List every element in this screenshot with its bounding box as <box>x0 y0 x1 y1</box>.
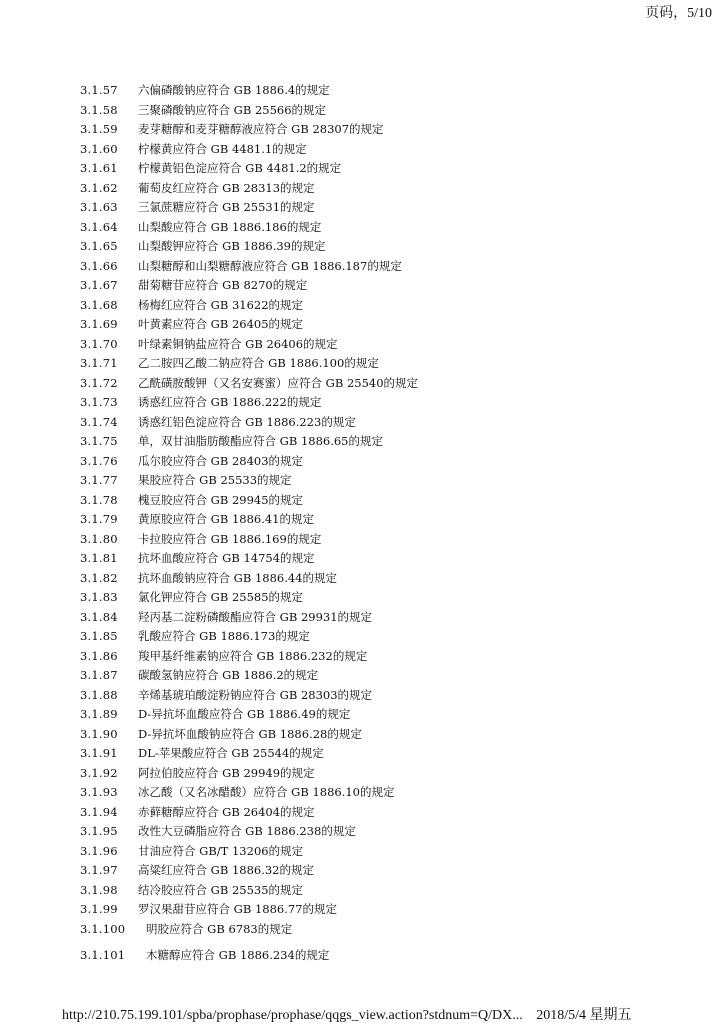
clause-number: 3.1.88 <box>80 687 118 702</box>
clause-text: 山梨酸钾应符合 GB 1886.39的规定 <box>138 239 326 253</box>
clause-row <box>80 276 418 296</box>
clause-row <box>80 510 418 530</box>
clause-text: 三氯蔗糖应符合 GB 25531的规定 <box>138 200 315 214</box>
clause-text: 麦芽糖醇和麦芽糖醇液应符合 GB 28307的规定 <box>138 122 384 136</box>
clause-number: 3.1.75 <box>80 434 118 448</box>
clause-number: 3.1.78 <box>80 492 118 507</box>
clause-row <box>80 413 418 433</box>
clause-row <box>80 237 418 257</box>
clause-row <box>80 101 418 121</box>
clause-number: 3.1.80 <box>80 531 118 546</box>
clause-text: 罗汉果甜苷应符合 GB 1886.77的规定 <box>138 902 338 916</box>
clause-row <box>80 374 418 394</box>
clause-number: 3.1.69 <box>80 317 118 331</box>
clause-row <box>80 764 418 784</box>
clause-row <box>80 666 418 686</box>
clause-row <box>80 627 418 647</box>
clause-text: 山梨糖醇和山梨糖醇液应符合 GB 1886.187的规定 <box>138 258 402 273</box>
clause-number: 3.1.68 <box>80 297 118 312</box>
clause-row <box>80 588 418 608</box>
clause-number: 3.1.81 <box>80 551 118 565</box>
clause-text: 羧甲基纤维素钠应符合 GB 1886.232的规定 <box>138 648 368 663</box>
clause-row <box>80 920 418 940</box>
clause-text: 冰乙酸（又名冰醋酸）应符合 GB 1886.10的规定 <box>138 785 395 799</box>
clause-number: 3.1.62 <box>80 180 118 195</box>
clause-text: 槐豆胶应符合 GB 29945的规定 <box>138 492 304 507</box>
clause-text: 甜菊糖苷应符合 GB 8270的规定 <box>138 278 308 292</box>
clause-number: 3.1.100 <box>80 921 126 936</box>
clause-row <box>80 335 418 355</box>
clause-number: 3.1.83 <box>80 590 118 604</box>
clause-number: 3.1.86 <box>80 648 118 663</box>
clause-text: 叶绿素铜钠盐应符合 GB 26406的规定 <box>138 336 338 351</box>
clause-row <box>80 647 418 667</box>
clause-number: 3.1.99 <box>80 902 118 916</box>
clause-text: 碳酸氢钠应符合 GB 1886.2的规定 <box>138 668 319 682</box>
clause-number: 3.1.59 <box>80 122 118 136</box>
clause-text: 果胶应符合 GB 25533的规定 <box>138 473 292 487</box>
clause-text: 柠檬黄铝色淀应符合 GB 4481.2的规定 <box>138 161 342 175</box>
footer-datetime: 2018/5/4 星期五 <box>536 1008 632 1023</box>
clause-number: 3.1.97 <box>80 863 118 877</box>
clause-number: 3.1.67 <box>80 278 118 292</box>
clause-text: 乳酸应符合 GB 1886.173的规定 <box>138 629 310 643</box>
clause-number: 3.1.93 <box>80 785 118 799</box>
clause-row <box>80 686 418 706</box>
clause-row <box>80 120 418 140</box>
clause-row <box>80 725 418 745</box>
clause-text: D-异抗坏血酸钠应符合 GB 1886.28的规定 <box>138 726 362 741</box>
clause-text: 改性大豆磷脂应符合 GB 1886.238的规定 <box>138 824 356 838</box>
clause-text: DL-苹果酸应符合 GB 25544的规定 <box>138 746 324 760</box>
clause-number: 3.1.98 <box>80 882 118 897</box>
footer-url: http://210.75.199.101/spba/prophase/prophase/qqgs_view.action?stdnum=Q/DX... <box>62 1008 523 1023</box>
clause-text: D-异抗坏血酸应符合 GB 1886.49的规定 <box>138 707 351 721</box>
clause-row <box>80 354 418 374</box>
clause-number: 3.1.92 <box>80 765 118 780</box>
clause-row <box>80 530 418 550</box>
clause-row <box>80 432 418 452</box>
clause-number: 3.1.63 <box>80 200 118 214</box>
clause-number: 3.1.65 <box>80 239 118 253</box>
clause-text: 诱惑红应符合 GB 1886.222的规定 <box>138 395 322 409</box>
clause-text: 辛烯基琥珀酸淀粉钠应符合 GB 28303的规定 <box>138 687 373 702</box>
clause-text: 木糖醇应符合 GB 1886.234的规定 <box>146 948 330 962</box>
clause-text: 杨梅红应符合 GB 31622的规定 <box>138 297 304 312</box>
clause-number: 3.1.82 <box>80 570 118 585</box>
clause-number: 3.1.90 <box>80 726 118 741</box>
clause-row <box>80 315 418 335</box>
clause-row <box>80 471 418 491</box>
clause-text: 乙二胺四乙酸二钠应符合 GB 1886.100的规定 <box>138 356 379 370</box>
clause-row <box>80 900 418 920</box>
clause-row <box>80 822 418 842</box>
clause-number: 3.1.89 <box>80 707 118 721</box>
clause-text: 抗坏血酸钠应符合 GB 1886.44的规定 <box>138 570 338 585</box>
clause-row <box>80 549 418 569</box>
page-number: 页码，5/10 <box>645 6 712 21</box>
clause-text: 卡拉胶应符合 GB 1886.169的规定 <box>138 531 322 546</box>
clause-row <box>80 842 418 862</box>
clause-number: 3.1.71 <box>80 356 118 370</box>
clause-text: 乙酰磺胺酸钾（又名安赛蜜）应符合 GB 25540的规定 <box>138 375 419 390</box>
clause-number: 3.1.84 <box>80 609 118 624</box>
clause-number: 3.1.70 <box>80 336 118 351</box>
clause-number: 3.1.91 <box>80 746 118 760</box>
clause-text: 明胶应符合 GB 6783的规定 <box>146 921 293 936</box>
clause-number: 3.1.72 <box>80 375 118 390</box>
clause-number: 3.1.101 <box>80 948 126 962</box>
clause-text: 葡萄皮红应符合 GB 28313的规定 <box>138 180 315 195</box>
clause-row <box>80 861 418 881</box>
clause-number: 3.1.60 <box>80 141 118 156</box>
clause-text: 诱惑红铝色淀应符合 GB 1886.223的规定 <box>138 414 356 429</box>
clause-row <box>80 608 418 628</box>
clause-row <box>80 881 418 901</box>
clause-text: 叶黄素应符合 GB 26405的规定 <box>138 317 304 331</box>
clause-number: 3.1.94 <box>80 804 118 819</box>
clause-text: 高粱红应符合 GB 1886.32的规定 <box>138 863 315 877</box>
clause-number: 3.1.57 <box>80 83 118 97</box>
clause-row <box>80 257 418 277</box>
clause-row <box>80 744 418 764</box>
clause-row <box>80 491 418 511</box>
clause-number: 3.1.64 <box>80 219 118 234</box>
clause-list <box>80 81 418 939</box>
clause-number: 3.1.66 <box>80 258 118 273</box>
clause-row <box>80 296 418 316</box>
clause-text: 柠檬黄应符合 GB 4481.1的规定 <box>138 141 307 156</box>
clause-text: 山梨酸应符合 GB 1886.186的规定 <box>138 219 322 234</box>
clause-text: 甘油应符合 GB/T 13206的规定 <box>138 843 304 858</box>
clause-number: 3.1.58 <box>80 102 118 117</box>
clause-row <box>80 159 418 179</box>
clause-row-partial <box>80 946 330 962</box>
clause-row <box>80 705 418 725</box>
clause-row <box>80 569 418 589</box>
clause-number: 3.1.77 <box>80 473 118 487</box>
clause-text: 六偏磷酸钠应符合 GB 1886.4的规定 <box>138 83 330 97</box>
clause-row <box>80 140 418 160</box>
clause-row <box>80 393 418 413</box>
clause-number: 3.1.87 <box>80 668 118 682</box>
clause-number: 3.1.76 <box>80 453 118 468</box>
clause-number: 3.1.61 <box>80 161 118 175</box>
clause-number: 3.1.95 <box>80 824 118 838</box>
clause-row <box>80 452 418 472</box>
clause-row <box>80 179 418 199</box>
clause-number: 3.1.79 <box>80 512 118 526</box>
clause-text: 抗坏血酸应符合 GB 14754的规定 <box>138 551 315 565</box>
clause-row <box>80 803 418 823</box>
clause-text: 氯化钾应符合 GB 25585的规定 <box>138 590 304 604</box>
clause-text: 三聚磷酸钠应符合 GB 25566的规定 <box>138 102 327 117</box>
clause-text: 阿拉伯胶应符合 GB 29949的规定 <box>138 765 315 780</box>
clause-text: 单，双甘油脂肪酸酯应符合 GB 1886.65的规定 <box>138 434 384 448</box>
print-footer <box>62 1004 632 1024</box>
clause-row <box>80 783 418 803</box>
clause-number: 3.1.74 <box>80 414 118 429</box>
clause-text: 结冷胶应符合 GB 25535的规定 <box>138 882 304 897</box>
clause-number: 3.1.96 <box>80 843 118 858</box>
clause-number: 3.1.73 <box>80 395 118 409</box>
clause-text: 黄原胶应符合 GB 1886.41的规定 <box>138 512 315 526</box>
clause-text: 赤藓糖醇应符合 GB 26404的规定 <box>138 804 315 819</box>
clause-row <box>80 81 418 101</box>
clause-text: 羟丙基二淀粉磷酸酯应符合 GB 29931的规定 <box>138 609 373 624</box>
clause-number: 3.1.85 <box>80 629 118 643</box>
clause-row <box>80 218 418 238</box>
clause-text: 瓜尔胶应符合 GB 28403的规定 <box>138 453 304 468</box>
clause-row <box>80 198 418 218</box>
